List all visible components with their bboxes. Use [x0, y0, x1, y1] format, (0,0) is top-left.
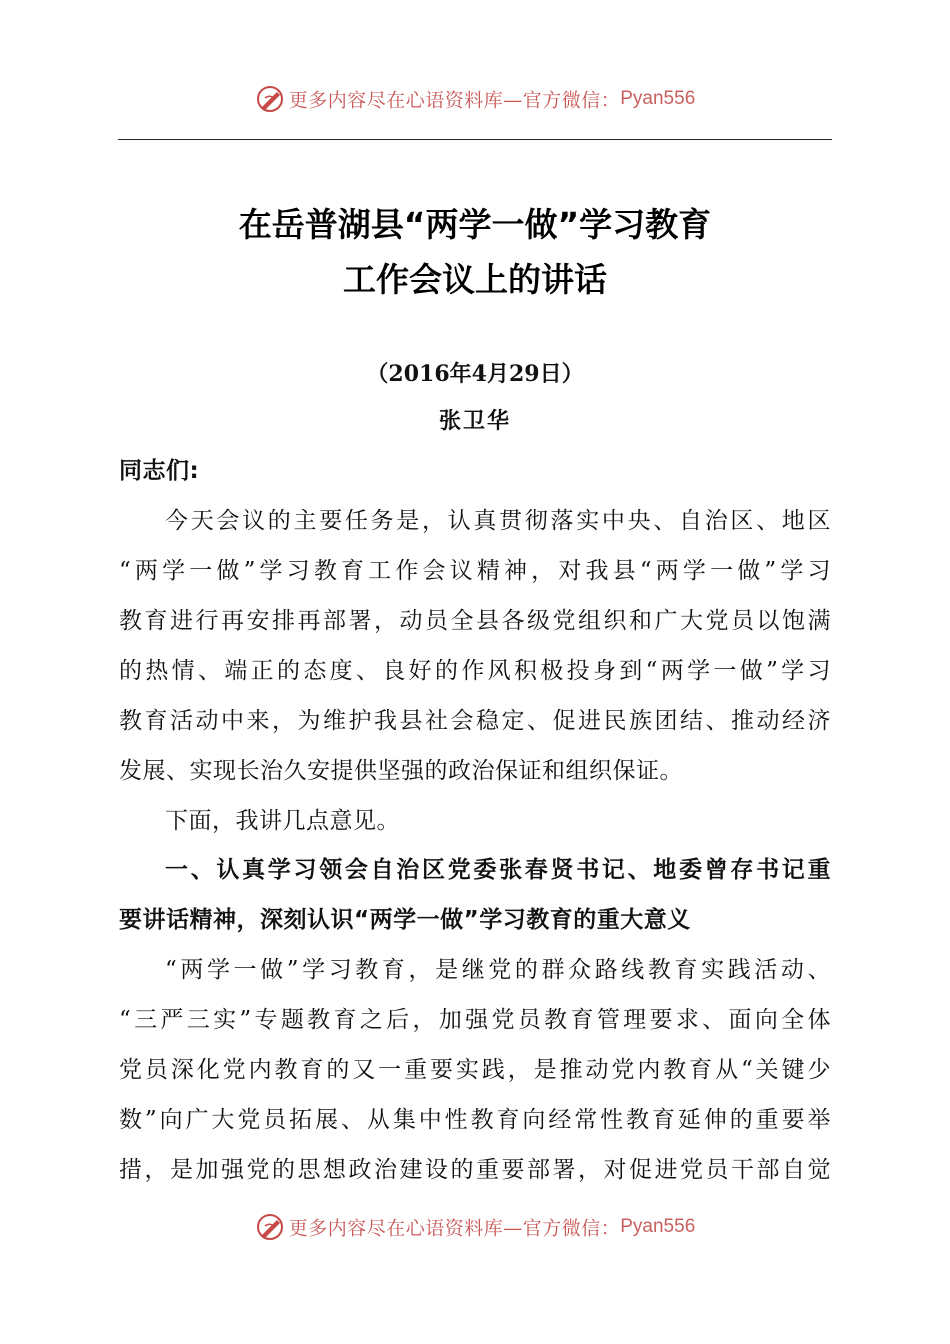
speech-date: （2016年4月29日）: [366, 361, 584, 387]
paragraph-1-line: 教育活动中来，为维护我县社会稳定、促进民族团结、推动经济: [119, 708, 831, 734]
watermark-wechat-id: Pyan556: [620, 88, 696, 109]
section-heading-1-line: 一、认真学习领会自治区党委张春贤书记、地委曾存书记重: [165, 857, 831, 883]
section-heading-1-line: 要讲话精神，深刻认识“两学一做”学习教育的重大意义: [119, 907, 691, 933]
speech-author: 张卫华: [438, 408, 511, 434]
watermark-wechat-id: Pyan556: [620, 1216, 696, 1237]
pen-logo-icon: [255, 1212, 285, 1242]
header-divider: [118, 139, 832, 140]
paragraph-3-line: “三严三实”专题教育之后，加强党员教育管理要求、面向全体: [119, 1007, 831, 1033]
document-title-line-2: 工作会议上的讲话: [343, 260, 607, 299]
paragraph-1-line: “两学一做”学习教育工作会议精神，对我县“两学一做”学习: [119, 558, 831, 584]
paragraph-3-line: 党员深化党内教育的又一重要实践，是推动党内教育从“关键少: [119, 1057, 831, 1083]
footer-watermark: [0, 1212, 950, 1242]
paragraph-3-line: 数”向广大党员拓展、从集中性教育向经常性教育延伸的重要举: [119, 1107, 831, 1133]
paragraph-1-line: 发展、实现长治久安提供坚强的政治保证和组织保证。: [119, 758, 683, 784]
paragraph-1-line: 教育进行再安排再部署，动员全县各级党组织和广大党员以饱满: [119, 608, 831, 634]
document-title-line-1: 在岳普湖县“两学一做”学习教育: [238, 205, 712, 244]
salutation: 同志们:: [119, 458, 200, 484]
paragraph-1-line: 今天会议的主要任务是，认真贯彻落实中央、自治区、地区: [165, 508, 831, 534]
watermark-text: 更多内容尽在心语资料库—官方微信：: [288, 1217, 621, 1240]
watermark-text: 更多内容尽在心语资料库—官方微信：: [288, 89, 621, 112]
paragraph-1-line: 的热情、端正的态度、良好的作风积极投身到“两学一做”学习: [119, 658, 831, 684]
header-watermark: [0, 84, 950, 114]
pen-logo-icon: [255, 84, 285, 114]
paragraph-2: 下面，我讲几点意见。: [165, 808, 400, 834]
paragraph-3-line: 措，是加强党的思想政治建设的重要部署，对促进党员干部自觉: [119, 1157, 831, 1183]
paragraph-3-line: “两学一做”学习教育，是继党的群众路线教育实践活动、: [165, 957, 831, 983]
